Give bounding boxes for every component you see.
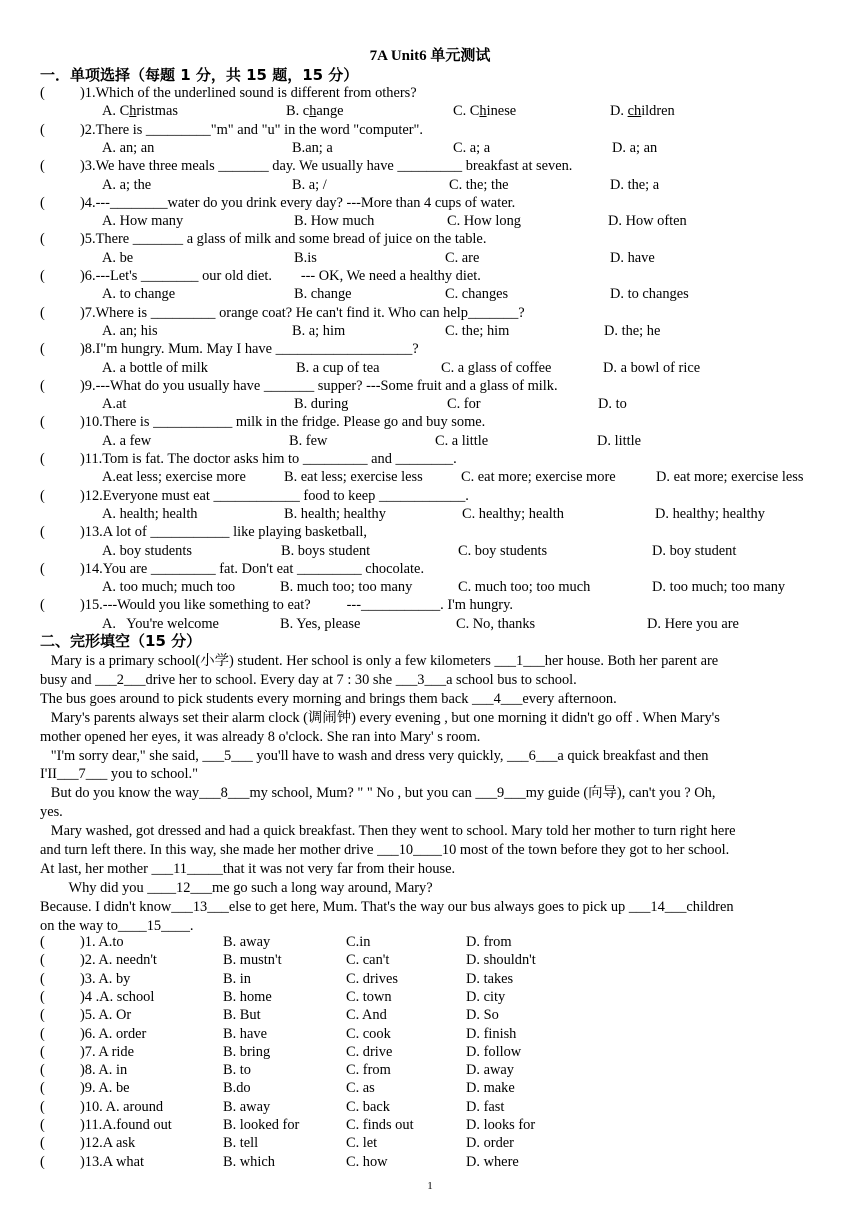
answer-option: C. How long xyxy=(447,213,521,230)
question-stem: )10.There is ___________ milk in the fridge. Please go and buy some. xyxy=(80,414,486,431)
cloze-question-number: )9. A. be xyxy=(80,1080,130,1097)
passage-line: and turn left there. In this way, she made her mother drive ___10____10 most of the town before they got to her school. xyxy=(40,842,730,858)
answer-option: D. finish xyxy=(466,1025,517,1042)
passage-line: yes. xyxy=(40,804,63,821)
answer-option: B. to xyxy=(223,1062,251,1079)
answer-option: A. to change xyxy=(102,286,176,303)
answer-option: C. changes xyxy=(445,286,509,303)
answer-blank: ( xyxy=(40,194,45,211)
answer-option: A. You're welcome xyxy=(102,615,219,632)
answer-option: C. a little xyxy=(435,432,489,449)
answer-option: A.at xyxy=(102,396,127,413)
option-text-part: ildren xyxy=(641,103,675,120)
option-text-part: ange xyxy=(316,103,344,120)
answer-option: D. eat more; exercise less xyxy=(656,469,804,486)
cloze-question-number: )12.A ask xyxy=(80,1135,136,1152)
answer-blank: ( xyxy=(40,268,45,284)
answer-blank: ( xyxy=(40,1007,45,1024)
cloze-question-number: )6. A. order xyxy=(80,1025,147,1042)
answer-blank: ( xyxy=(40,451,45,467)
page-number: 1 xyxy=(427,1180,433,1192)
answer-option: B. which xyxy=(223,1153,275,1170)
answer-option: A. How many xyxy=(102,213,184,230)
answer-blank: ( xyxy=(40,121,45,138)
answer-option xyxy=(286,102,344,120)
answer-option: D. a; an xyxy=(612,139,658,156)
answer-option: B. home xyxy=(223,988,272,1005)
answer-option: D. a bowl of rice xyxy=(603,359,701,376)
answer-option: D. where xyxy=(466,1153,519,1170)
answer-blank: ( xyxy=(40,1062,45,1079)
answer-option: C. how xyxy=(346,1153,388,1170)
answer-option: D. So xyxy=(466,1007,499,1024)
answer-blank: ( xyxy=(40,1043,45,1060)
answer-option: C. healthy; health xyxy=(462,505,564,522)
option-text-part: ristmas xyxy=(136,103,178,120)
answer-blank: ( xyxy=(40,1153,45,1170)
answer-option: D. to changes xyxy=(610,286,689,303)
answer-option: C. And xyxy=(346,1007,387,1024)
question-stem: )9.---What do you usually have _______ supper? ---Some fruit and a glass of milk. xyxy=(80,377,558,394)
passage-line: But do you know the way___8___my school, Mum? " " No , but you can ___9___my guide (向导), can't you ? Oh, xyxy=(40,785,716,802)
question-stem: )15.---Would you like something to eat? ---___________. I'm hungry. xyxy=(80,597,513,614)
answer-option: A. a bottle of milk xyxy=(102,359,208,376)
answer-option: C. back xyxy=(346,1098,390,1115)
answer-option: B. away xyxy=(223,934,271,950)
passage-line: At last, her mother ___11_____that it was not very far from their house. xyxy=(40,860,456,877)
option-text-part: C. C xyxy=(453,103,480,120)
passage-line: I'II___7___ you to school." xyxy=(40,766,198,783)
answer-blank: ( xyxy=(40,934,45,950)
answer-option: C. boy students xyxy=(458,542,548,559)
question-stem: )5.There _______ a glass of milk and some bread of juice on the table. xyxy=(80,231,487,248)
answer-option: D. Here you are xyxy=(647,615,739,632)
answer-option: D. How often xyxy=(608,213,687,230)
answer-option xyxy=(610,102,675,120)
answer-option: D. the; he xyxy=(604,322,661,339)
answer-option: B. during xyxy=(294,396,349,413)
cloze-question-number: )11.A.found out xyxy=(80,1117,172,1133)
answer-option: C. town xyxy=(346,988,392,1005)
cloze-question-number: )13.A what xyxy=(80,1153,144,1170)
answer-option: C. cook xyxy=(346,1025,391,1042)
answer-option: D. takes xyxy=(466,970,514,987)
option-text-part: inese xyxy=(486,103,517,120)
answer-option: A.eat less; exercise more xyxy=(102,469,246,486)
answer-option: A. a; the xyxy=(102,176,152,193)
answer-option: B. a cup of tea xyxy=(296,359,380,376)
answer-option: D. the; a xyxy=(610,176,660,193)
answer-option: B. change xyxy=(294,286,352,303)
answer-blank: ( xyxy=(40,597,45,614)
passage-line: The bus goes around to pick students every morning and brings them back ___4___every afternoon. xyxy=(40,690,617,707)
answer-option: D. city xyxy=(466,988,506,1005)
answer-option: D. boy student xyxy=(652,542,737,559)
answer-option: B. a; him xyxy=(292,322,346,339)
answer-option: B. few xyxy=(289,432,328,449)
cloze-question-number: )4 .A. school xyxy=(80,988,155,1005)
cloze-question-number: )7. A ride xyxy=(80,1043,134,1060)
answer-option: C. drive xyxy=(346,1043,393,1060)
answer-option: A. a few xyxy=(102,432,152,449)
cloze-question-number: )3. A. by xyxy=(80,970,131,987)
answer-blank: ( xyxy=(40,487,45,504)
answer-blank: ( xyxy=(40,970,45,987)
passage-line: busy and ___2___drive her to school. Every day at 7 : 30 she ___3___a school bus to school. xyxy=(40,671,577,688)
answer-option: D. follow xyxy=(466,1043,522,1060)
question-stem: )6.---Let's ________ our old diet. --- OK, We need a healthy diet. xyxy=(80,268,481,284)
section-heading: 二、完形填空（15 分） xyxy=(40,632,202,650)
question-stem: )11.Tom is fat. The doctor asks him to _________ and ________. xyxy=(80,451,457,467)
answer-blank: ( xyxy=(40,1135,45,1152)
answer-option: D. to xyxy=(598,396,627,413)
answer-option xyxy=(102,102,178,120)
answer-blank: ( xyxy=(40,85,45,101)
answer-option: B. boys student xyxy=(281,542,371,559)
cloze-question-number: )2. A. needn't xyxy=(80,952,157,969)
answer-blank: ( xyxy=(40,414,45,431)
cloze-question-number: )1. A.to xyxy=(80,934,124,950)
passage-line: Mary washed, got dressed and had a quick breakfast. Then they went to school. Mary told her mother to turn right here xyxy=(40,823,736,840)
answer-option: D. away xyxy=(466,1062,514,1079)
passage-line: mother opened her eyes, it was already 8 o'clock. She ran into Mary' s room. xyxy=(40,728,481,745)
answer-option: A. be xyxy=(102,249,134,266)
answer-option: B. How much xyxy=(294,213,375,230)
answer-option: C. are xyxy=(445,249,480,266)
underlined-letters: h xyxy=(479,103,487,120)
cloze-question-number: )10. A. around xyxy=(80,1098,164,1115)
option-text-part: B. c xyxy=(286,103,310,120)
passage-line: Mary's parents always set their alarm clock (调闹钟) every evening , but one morning it didn't go off . When Mary's xyxy=(40,709,720,726)
option-text-part: A. C xyxy=(102,103,130,120)
answer-option: D. looks for xyxy=(466,1117,536,1133)
answer-option xyxy=(453,102,516,120)
answer-option: C. drives xyxy=(346,970,398,987)
question-stem: )3.We have three meals _______ day. We usually have _________ breakfast at seven. xyxy=(80,158,573,175)
question-stem: )7.Where is _________ orange coat? He can't find it. Who can help_______? xyxy=(80,304,525,321)
passage-line: Mary is a primary school(小学) student. Her school is only a few kilometers ___1___her house. Both her parent are xyxy=(40,653,719,669)
answer-option: C. No, thanks xyxy=(456,615,536,632)
answer-option: D. from xyxy=(466,934,512,950)
cloze-question-number: )5. A. Or xyxy=(80,1007,132,1024)
answer-option: B.do xyxy=(223,1080,251,1097)
passage-line: "I'm sorry dear," she said, ___5___ you'll have to wash and dress very quickly, ___6___a quick breakfast and then xyxy=(40,747,709,764)
answer-option: A. an; his xyxy=(102,322,158,339)
answer-option: D. fast xyxy=(466,1098,505,1115)
answer-blank: ( xyxy=(40,1117,45,1133)
question-stem: )2.There is _________"m" and "u" in the word "computer". xyxy=(80,121,423,138)
answer-option: A. too much; much too xyxy=(102,579,236,596)
answer-blank: ( xyxy=(40,1098,45,1115)
answer-option: B. have xyxy=(223,1025,267,1042)
question-stem: )1.Which of the underlined sound is different from others? xyxy=(80,85,417,101)
underlined-letters: h xyxy=(309,103,317,120)
answer-option: D. order xyxy=(466,1135,514,1152)
question-stem: )8.I"m hungry. Mum. May I have ___________________? xyxy=(80,341,419,358)
answer-option: D. healthy; healthy xyxy=(655,505,765,522)
question-stem: )12.Everyone must eat ____________ food to keep ____________. xyxy=(80,487,469,504)
answer-option: C. for xyxy=(447,396,481,413)
question-stem: )14.You are _________ fat. Don't eat _________ chocolate. xyxy=(80,560,425,577)
answer-blank: ( xyxy=(40,341,45,358)
answer-blank: ( xyxy=(40,377,45,394)
answer-blank: ( xyxy=(40,158,45,175)
answer-option: B. away xyxy=(223,1098,271,1115)
answer-blank: ( xyxy=(40,1025,45,1042)
answer-blank: ( xyxy=(40,952,45,969)
answer-option: C. the; him xyxy=(445,322,510,339)
answer-option: B. tell xyxy=(223,1135,259,1152)
answer-option: C. finds out xyxy=(346,1117,414,1133)
answer-blank: ( xyxy=(40,304,45,321)
answer-option: B. Yes, please xyxy=(280,615,361,632)
answer-blank: ( xyxy=(40,231,45,248)
answer-option: C.in xyxy=(346,934,371,950)
answer-option: B. But xyxy=(223,1007,261,1024)
answer-option: B. bring xyxy=(223,1043,271,1060)
answer-option: B.is xyxy=(294,249,317,266)
answer-blank: ( xyxy=(40,1080,45,1097)
answer-option: C. the; the xyxy=(449,176,509,193)
option-text-part: D. xyxy=(610,103,628,120)
answer-option: B. health; healthy xyxy=(284,505,386,522)
answer-blank: ( xyxy=(40,988,45,1005)
answer-blank: ( xyxy=(40,524,45,541)
passage-line: Why did you ____12___me go such a long way around, Mary? xyxy=(40,879,433,896)
answer-option: D. shouldn't xyxy=(466,952,536,969)
answer-option: A. health; health xyxy=(102,505,198,522)
answer-option: C. can't xyxy=(346,952,390,969)
passage-line: Because. I didn't know___13___else to get here, Mum. That's the way our bus always goes to pick up ___14___children xyxy=(40,898,734,915)
question-stem: )4.---________water do you drink every day? ---More than 4 cups of water. xyxy=(80,194,516,211)
answer-option: C. eat more; exercise more xyxy=(461,469,616,486)
answer-option: B. a; / xyxy=(292,176,327,193)
page-title: 7A Unit6 单元测试 xyxy=(369,48,491,64)
answer-blank: ( xyxy=(40,560,45,577)
answer-option: C. a glass of coffee xyxy=(441,359,552,376)
answer-option: C. much too; too much xyxy=(458,579,591,596)
cloze-question-number: )8. A. in xyxy=(80,1062,128,1079)
answer-option: B. eat less; exercise less xyxy=(284,469,423,486)
answer-option: A. boy students xyxy=(102,542,192,559)
answer-option: D. make xyxy=(466,1080,515,1097)
passage-line: on the way to____15____. xyxy=(40,917,194,934)
underlined-letters: h xyxy=(129,103,137,120)
answer-option: B. looked for xyxy=(223,1117,300,1133)
answer-option: C. as xyxy=(346,1080,375,1097)
answer-option: D. have xyxy=(610,249,655,266)
answer-option: D. too much; too many xyxy=(652,579,786,596)
answer-option: D. little xyxy=(597,432,641,449)
underlined-letters: ch xyxy=(627,103,642,120)
answer-option: B. much too; too many xyxy=(280,579,413,596)
answer-option: B. in xyxy=(223,970,251,987)
question-stem: )13.A lot of ___________ like playing basketball, xyxy=(80,524,367,541)
answer-option: B. mustn't xyxy=(223,952,282,969)
section-heading: 一．单项选择（每题 1 分，共 15 题，15 分） xyxy=(40,66,359,84)
answer-option: B.an; a xyxy=(292,139,333,156)
answer-option: A. an; an xyxy=(102,139,155,156)
answer-option: C. from xyxy=(346,1062,391,1079)
answer-option: C. let xyxy=(346,1135,378,1152)
answer-option: C. a; a xyxy=(453,139,491,156)
